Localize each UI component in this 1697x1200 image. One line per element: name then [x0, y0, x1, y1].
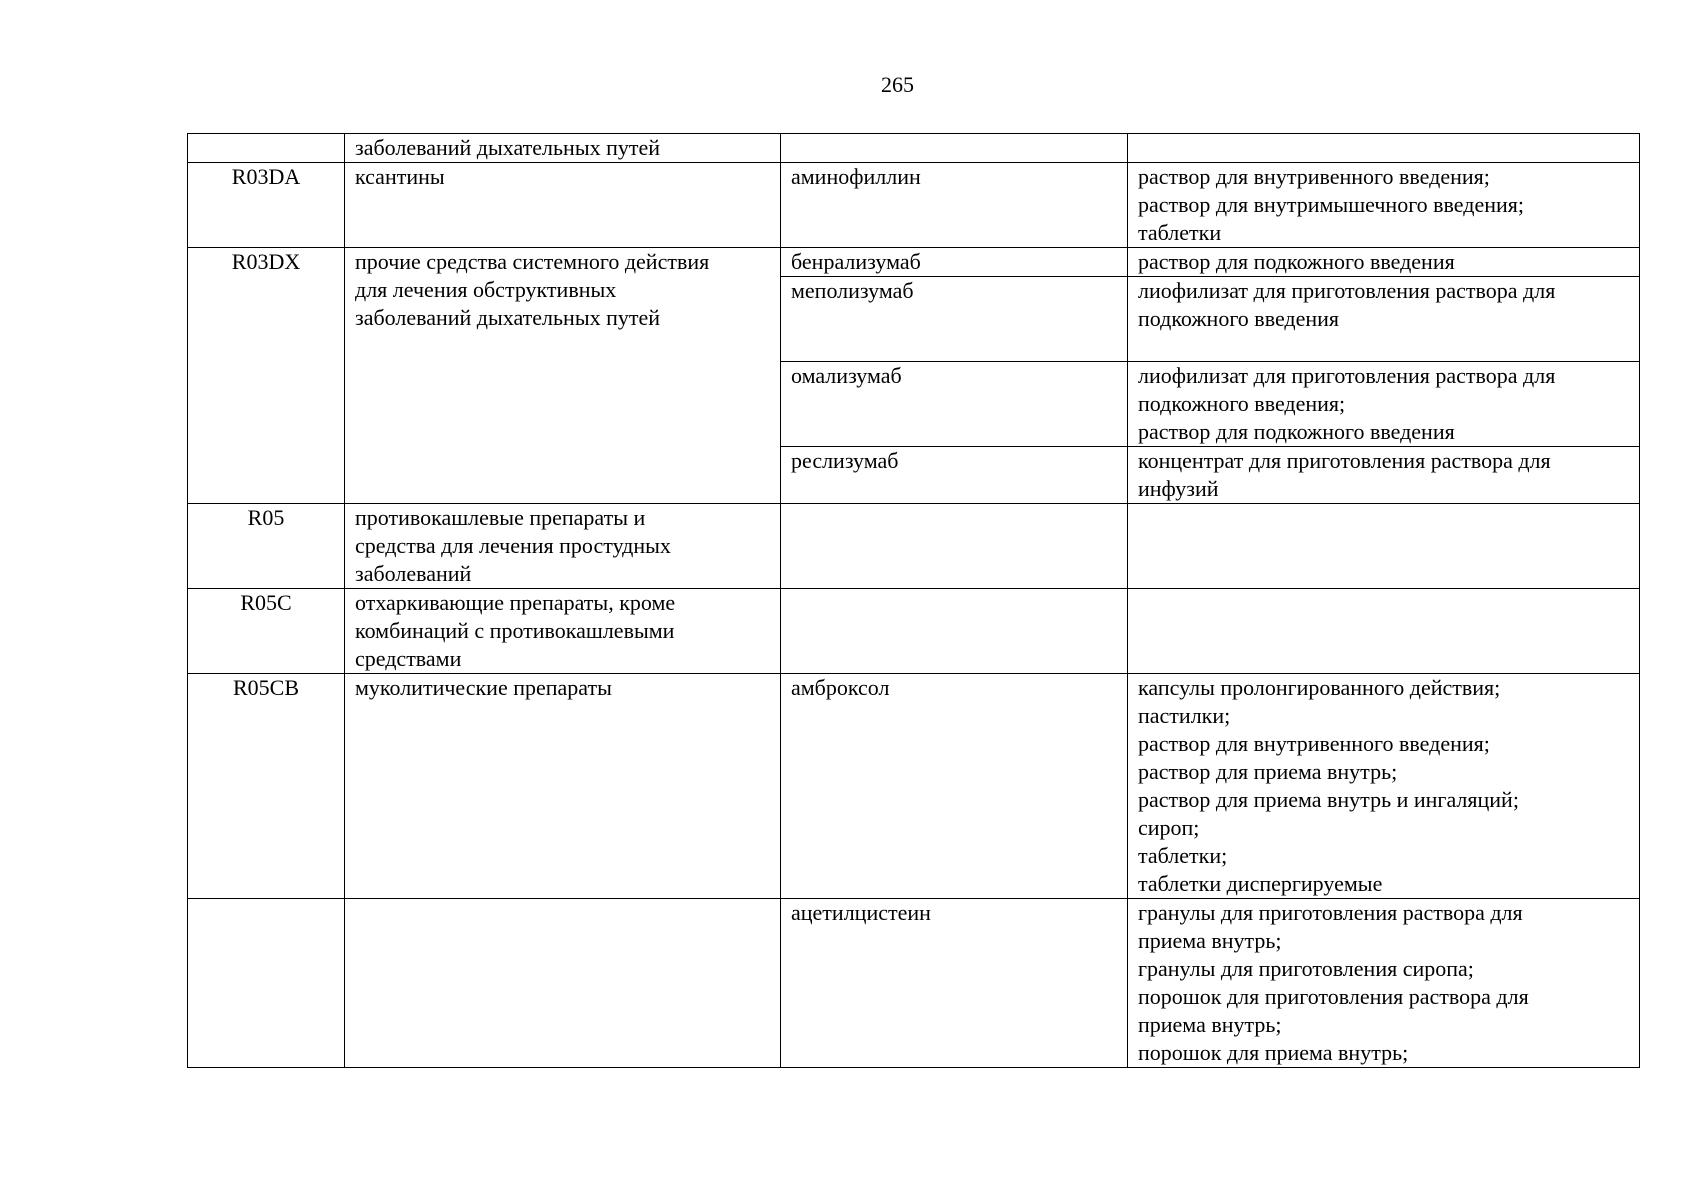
- drug-table: [187, 133, 1640, 1068]
- dosage-forms-cell: [1128, 277, 1640, 362]
- dosage-forms-cell: [1128, 248, 1640, 277]
- dosage-forms-cell: [1128, 163, 1640, 248]
- group-name-line: комбинаций с противокашлевыми: [355, 618, 675, 643]
- atc-code-cell: R03DX: [188, 248, 345, 504]
- dosage-form-line: лиофилизат для приготовления раствора для: [1138, 278, 1556, 303]
- atc-code-cell: R03DA: [188, 163, 345, 248]
- table-row: [188, 163, 1640, 248]
- dosage-form-line: подкожного введения: [1138, 306, 1340, 331]
- dosage-form-line: лиофилизат для приготовления раствора для: [1138, 363, 1556, 388]
- dosage-form-line: раствор для приема внутрь и ингаляций;: [1138, 787, 1519, 812]
- group-name-cell: [345, 134, 781, 163]
- group-name-line: средства для лечения простудных: [355, 533, 671, 558]
- table-row: [188, 899, 1640, 1068]
- dosage-form-line: гранулы для приготовления раствора для: [1138, 900, 1523, 925]
- dosage-form-line: порошок для приготовления раствора для: [1138, 984, 1529, 1009]
- group-name-cell: [345, 248, 781, 504]
- dosage-forms-cell: [1128, 674, 1640, 899]
- dosage-form-line: раствор для внутривенного введения;: [1138, 731, 1490, 756]
- group-name-line: отхаркивающие препараты, кроме: [355, 590, 676, 615]
- dosage-forms-cell: [1128, 589, 1640, 674]
- drug-name-cell: бенрализумаб: [781, 248, 1128, 277]
- dosage-form-line: раствор для подкожного введения: [1138, 419, 1455, 444]
- dosage-forms-cell: [1128, 899, 1640, 1068]
- group-name-cell: [345, 163, 781, 248]
- table-row: [188, 589, 1640, 674]
- dosage-form-line: сироп;: [1138, 815, 1200, 840]
- drug-name-cell: реслизумаб: [781, 447, 1128, 504]
- atc-code-cell: [188, 134, 345, 163]
- table-row: [188, 134, 1640, 163]
- page-number: 265: [881, 72, 914, 97]
- dosage-form-line: раствор для внутримышечного введения;: [1138, 192, 1525, 217]
- drug-name-cell: омализумаб: [781, 362, 1128, 447]
- group-name-line: ксантины: [355, 164, 445, 189]
- drug-name-cell: [781, 589, 1128, 674]
- drug-name-cell: ацетилцистеин: [781, 899, 1128, 1068]
- dosage-form-line: приема внутрь;: [1138, 928, 1282, 953]
- dosage-forms-cell: [1128, 504, 1640, 589]
- dosage-forms-cell: [1128, 134, 1640, 163]
- atc-code-cell: R05C: [188, 589, 345, 674]
- dosage-form-line: гранулы для приготовления сиропа;: [1138, 956, 1474, 981]
- dosage-form-line: таблетки: [1138, 220, 1222, 245]
- atc-code-cell: R05: [188, 504, 345, 589]
- dosage-form-line: раствор для приема внутрь;: [1138, 759, 1398, 784]
- dosage-form-line: подкожного введения;: [1138, 391, 1346, 416]
- dosage-form-line: раствор для подкожного введения: [1138, 249, 1455, 274]
- table-row: [188, 504, 1640, 589]
- table-row: [188, 674, 1640, 899]
- dosage-form-line: инфузий: [1138, 476, 1219, 501]
- group-name-cell: [345, 589, 781, 674]
- group-name-cell: [345, 899, 781, 1068]
- dosage-form-line: пастилки;: [1138, 703, 1231, 728]
- group-name-line: средствами: [355, 646, 462, 671]
- group-name-cell: [345, 504, 781, 589]
- dosage-form-line: приема внутрь;: [1138, 1012, 1282, 1037]
- group-name-line: заболеваний дыхательных путей: [355, 305, 661, 330]
- dosage-form-line: концентрат для приготовления раствора для: [1138, 448, 1551, 473]
- dosage-forms-cell: [1128, 447, 1640, 504]
- atc-code-cell: R05CB: [188, 674, 345, 899]
- drug-name-cell: аминофиллин: [781, 163, 1128, 248]
- group-name-line: для лечения обструктивных: [355, 277, 617, 302]
- dosage-form-line: таблетки диспергируемые: [1138, 871, 1383, 896]
- group-name-cell: [345, 674, 781, 899]
- group-name-line: заболеваний: [355, 561, 472, 586]
- dosage-forms-cell: [1128, 362, 1640, 447]
- table-row: [188, 248, 1640, 277]
- dosage-form-line: порошок для приема внутрь;: [1138, 1040, 1409, 1065]
- drug-name-cell: амброксол: [781, 674, 1128, 899]
- dosage-form-line: капсулы пролонгированного действия;: [1138, 675, 1501, 700]
- drug-name-cell: меполизумаб: [781, 277, 1128, 362]
- group-name-line: прочие средства системного действия: [355, 249, 710, 274]
- group-name-line: противокашлевые препараты и: [355, 505, 646, 530]
- drug-name-cell: [781, 504, 1128, 589]
- dosage-form-line: таблетки;: [1138, 843, 1228, 868]
- dosage-form-line: раствор для внутривенного введения;: [1138, 164, 1490, 189]
- atc-code-cell: [188, 899, 345, 1068]
- drug-name-cell: [781, 134, 1128, 163]
- group-name-line: заболеваний дыхательных путей: [355, 135, 661, 160]
- group-name-line: муколитические препараты: [355, 675, 612, 700]
